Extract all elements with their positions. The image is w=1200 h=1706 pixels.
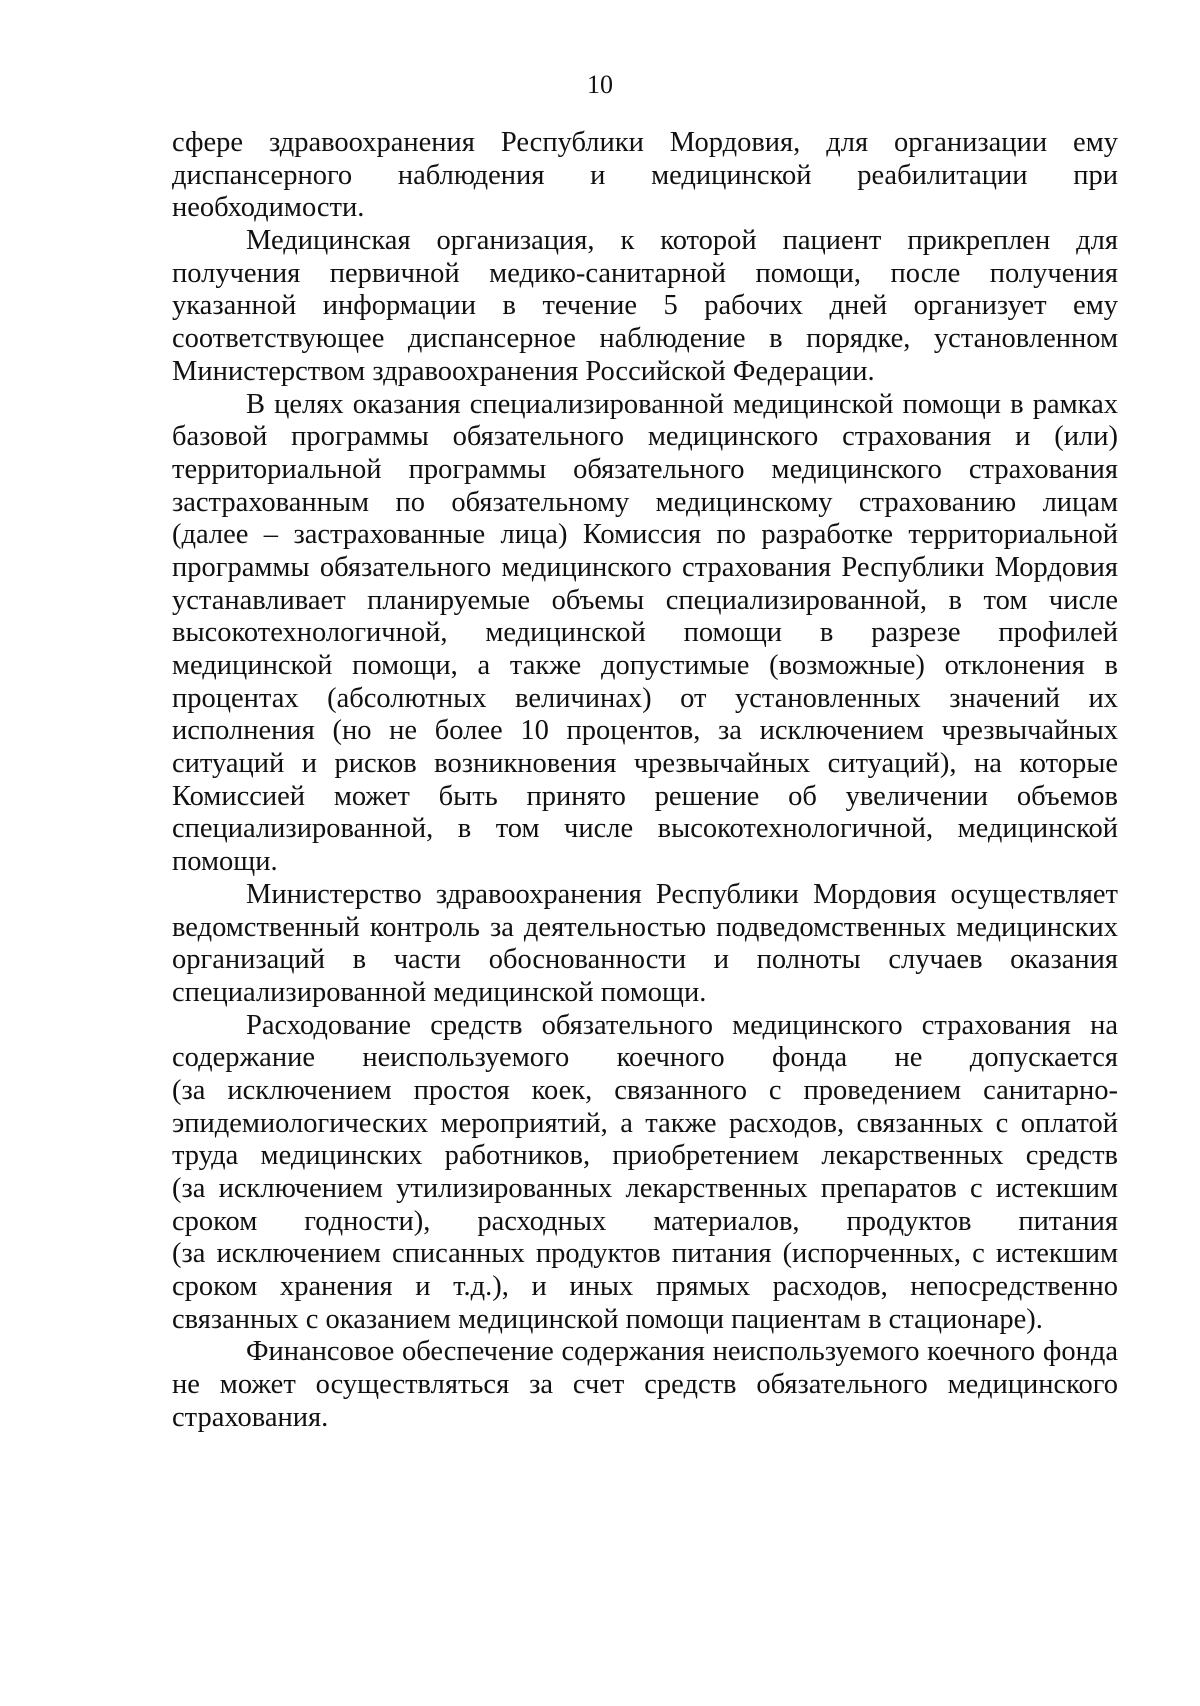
text-line: не может осуществляться за счет средств обязательного медицинского	[172, 1369, 1118, 1401]
text-line: Медицинская организация, к которой пациент прикреплен для	[246, 225, 1118, 257]
text-line: исполнения (но не более 10 процентов, за исключением чрезвычайных	[172, 715, 1118, 747]
paragraph	[172, 225, 1118, 388]
text-line: Министерство здравоохранения Республики Мордовия осуществляет	[246, 878, 1118, 910]
text-line: медицинской помощи, а также допустимые (возможные) отклонения в	[172, 650, 1118, 681]
text-line: связанных с оказанием медицинской помощи пациентам в стационаре).	[172, 1303, 1043, 1335]
text-line: Комиссией может быть принято решение об увеличении объемов	[172, 780, 1118, 812]
text-line: ситуаций и рисков возникновения чрезвычайных ситуаций), на которые	[172, 748, 1118, 780]
text-line: В целях оказания специализированной медицинской помощи в рамках	[246, 388, 1118, 420]
document-body	[172, 127, 1118, 1435]
text-line: программы обязательного медицинского страхования Республики Мордовия	[172, 551, 1118, 583]
text-line: организаций в части обоснованности и полноты случаев оказания	[172, 944, 1118, 976]
text-line: соответствующее диспансерное наблюдение в порядке, установленном	[172, 323, 1118, 355]
text-line: Финансовое обеспечение содержания неиспользуемого коечного фонда	[246, 1336, 1118, 1368]
text-line: специализированной медицинской помощи.	[172, 976, 707, 1008]
text-line: ведомственный контроль за деятельностью подведомственных медицинских	[172, 911, 1118, 943]
text-line: базовой программы обязательного медицинского страхования и (или)	[172, 421, 1118, 453]
text-line: специализированной, в том числе высокотехнологичной, медицинской	[172, 813, 1118, 845]
text-line: страхования.	[172, 1401, 329, 1433]
text-line: эпидемиологических мероприятий, а также расходов, связанных с оплатой	[172, 1107, 1118, 1139]
text-line: сфере здравоохранения Республики Мордовия, для организации ему	[172, 127, 1118, 158]
text-line: (за исключением списанных продуктов питания (испорченных, с истекшим	[172, 1238, 1118, 1270]
page-number: 10	[587, 70, 613, 99]
paragraph	[172, 389, 1118, 879]
text-line: сроком хранения и т.д.), и иных прямых расходов, непосредственно	[172, 1271, 1118, 1303]
text-line: содержание неиспользуемого коечного фонда не допускается	[172, 1042, 1118, 1074]
text-line: высокотехнологичной, медицинской помощи в разрезе профилей	[172, 617, 1118, 649]
paragraph	[172, 1010, 1118, 1337]
text-line: территориальной программы обязательного медицинского страхования	[172, 453, 1118, 485]
text-line: указанной информации в течение 5 рабочих дней организует ему	[172, 290, 1118, 322]
text-line: труда медицинских работников, приобретением лекарственных средств	[172, 1140, 1118, 1172]
paragraph	[172, 1336, 1118, 1434]
text-line: помощи.	[172, 846, 278, 878]
text-line: (за исключением простоя коек, связанного с проведением санитарно-	[172, 1074, 1118, 1106]
text-line: устанавливает планируемые объемы специализированной, в том числе	[172, 584, 1118, 616]
text-line: (за исключением утилизированных лекарственных препаратов с истекшим	[172, 1173, 1118, 1204]
text-line: получения первичной медико-санитарной помощи, после получения	[172, 257, 1118, 289]
text-line: процентах (абсолютных величинах) от установленных значений их	[172, 682, 1118, 714]
text-line: диспансерного наблюдения и медицинской реабилитации при	[172, 159, 1118, 191]
text-line: Министерством здравоохранения Российской Федерации.	[172, 355, 875, 387]
text-line: необходимости.	[172, 192, 365, 224]
text-line: сроком годности), расходных материалов, продуктов питания	[172, 1205, 1118, 1237]
text-line: застрахованным по обязательному медицинскому страхованию лицам	[172, 486, 1118, 518]
paragraph	[172, 879, 1118, 1010]
text-line: Расходование средств обязательного медицинского страхования на	[246, 1009, 1118, 1041]
paragraph	[172, 127, 1118, 225]
text-line: (далее – застрахованные лица) Комиссия по разработке территориальной	[172, 519, 1118, 551]
